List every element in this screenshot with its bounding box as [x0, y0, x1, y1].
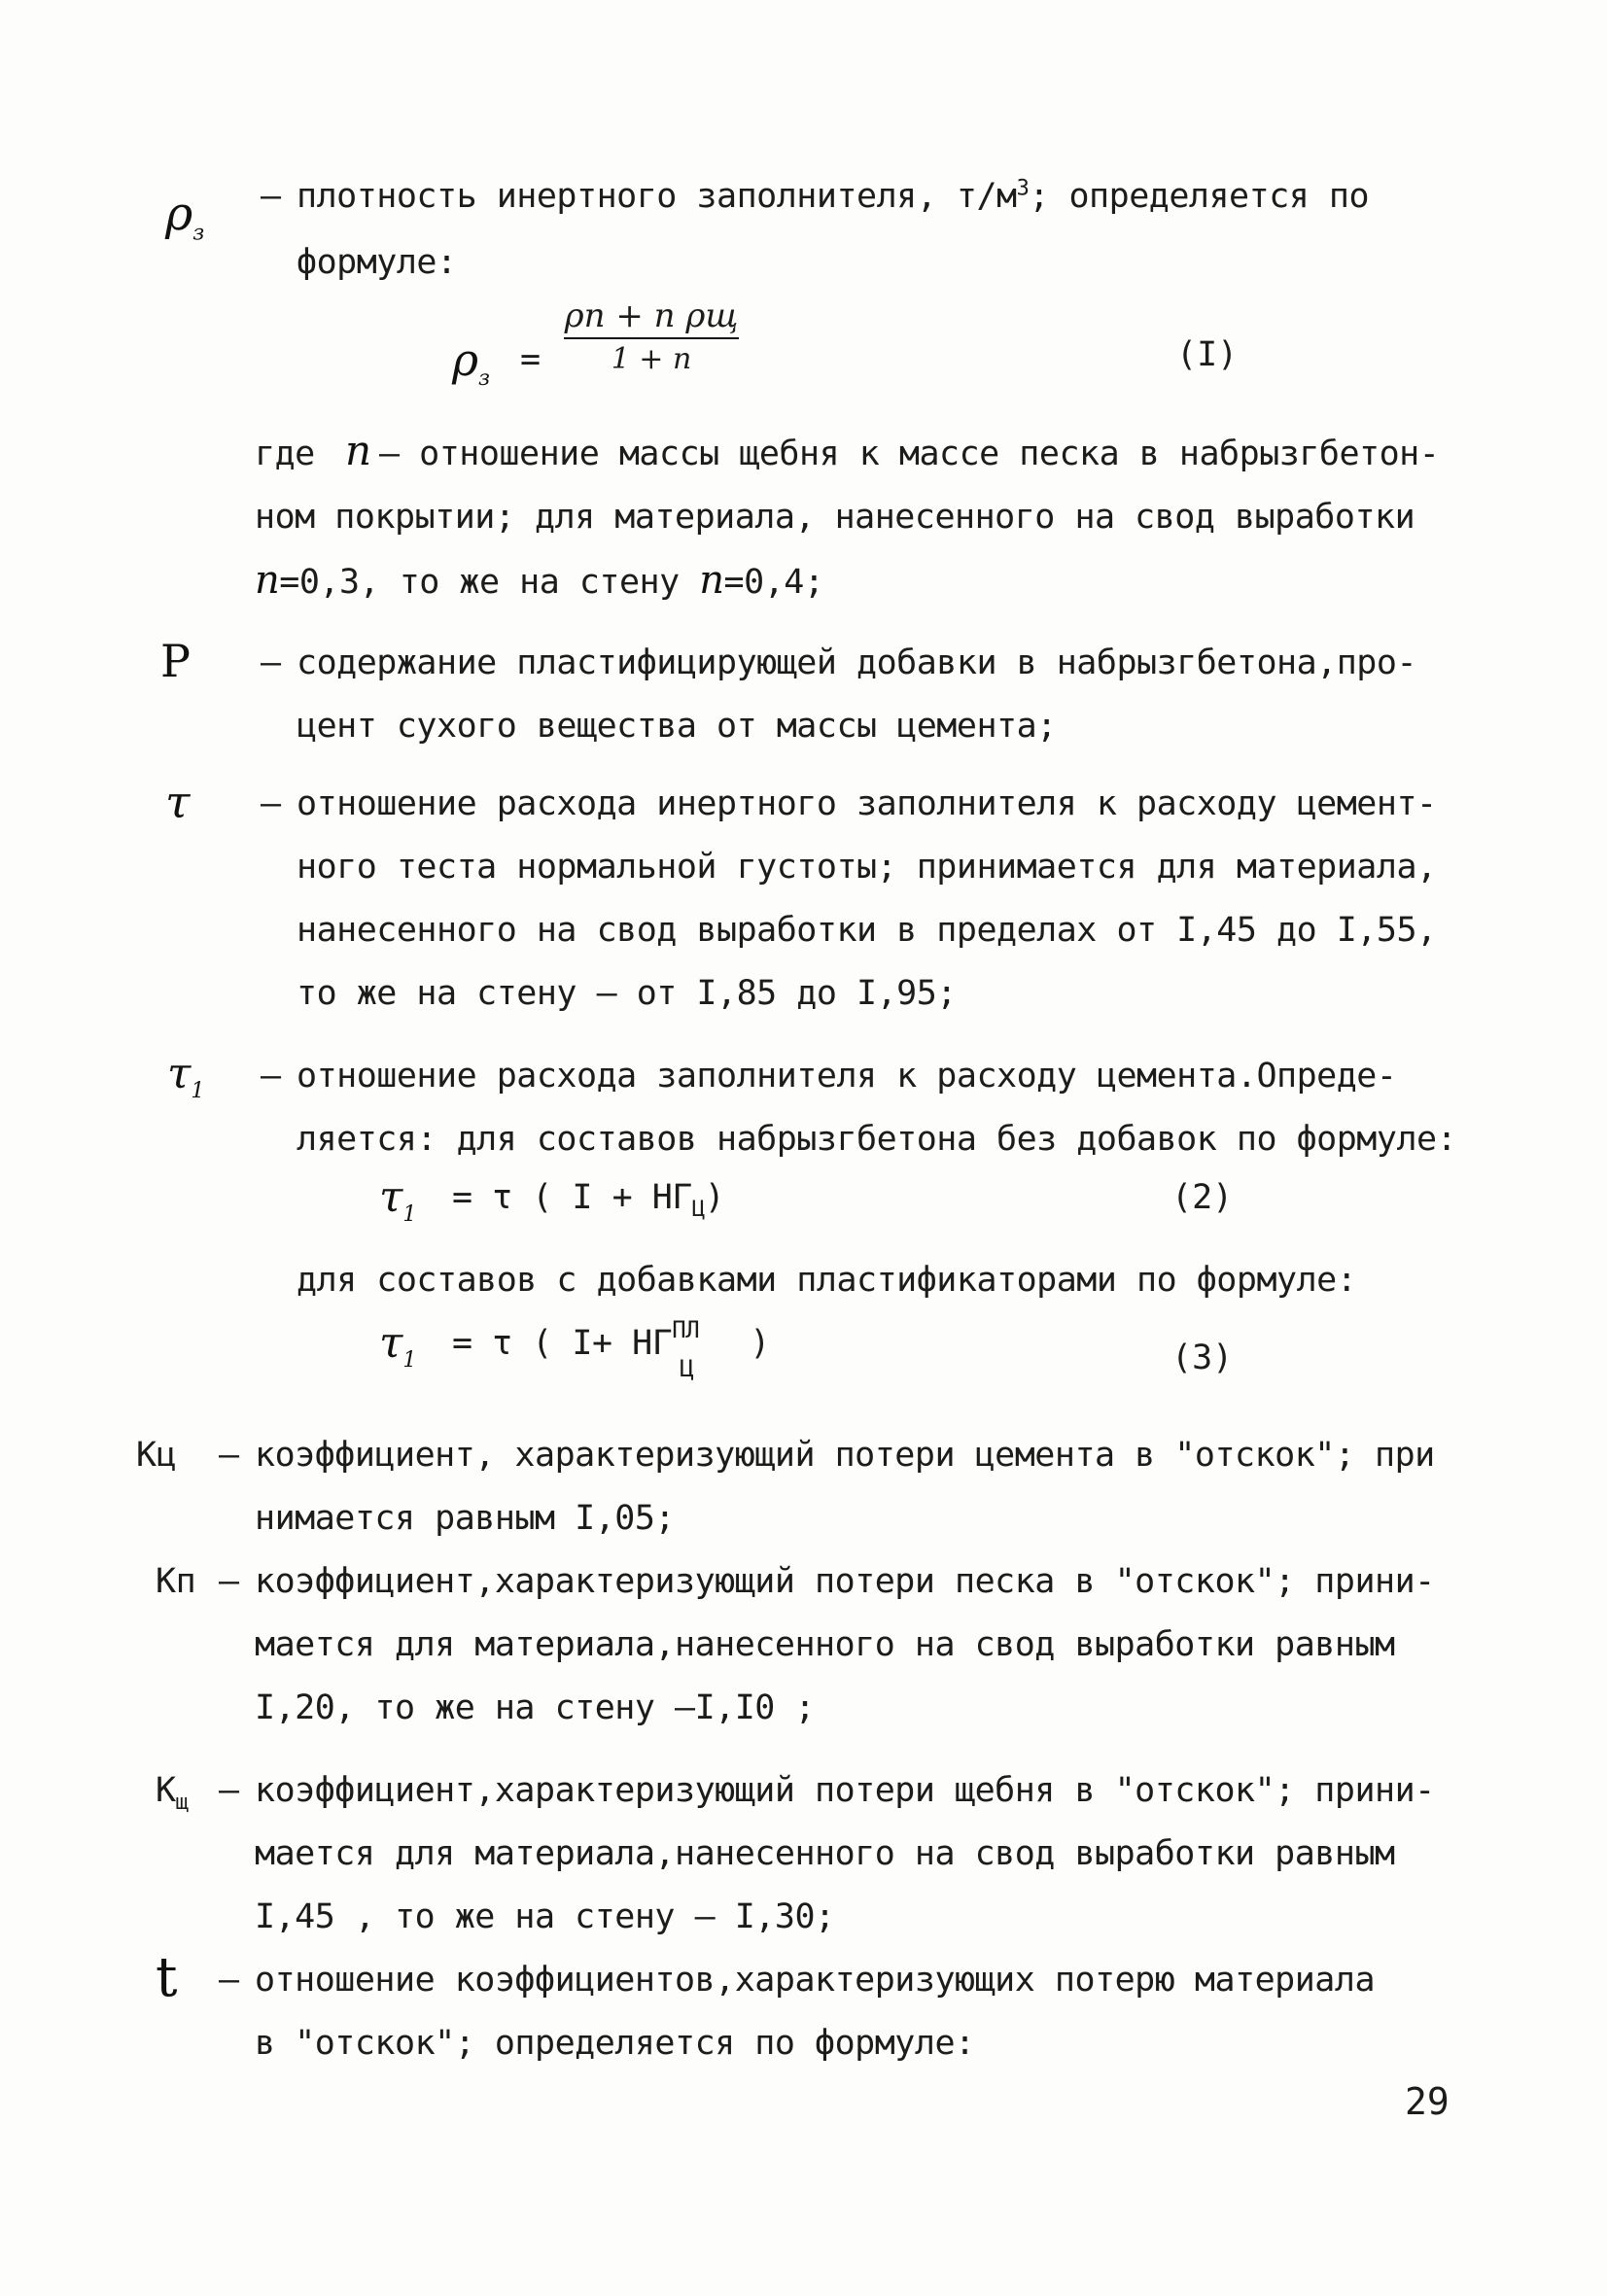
formula-3-lhs: $\tau_1$: [379, 1318, 417, 1373]
symbol-n: n: [345, 427, 372, 474]
fraction-numerator: ρп + n ρщ: [564, 296, 739, 335]
symbol-ksh: $К_щ$: [156, 1771, 189, 1815]
text-line: I,45 , то же на стену – I,30;: [255, 1897, 835, 1936]
text-line: нимается равным I,05;: [255, 1499, 676, 1538]
symbol-tau-1: $\tau_1$: [167, 1049, 205, 1103]
dash: –: [261, 784, 282, 823]
dash: –: [219, 1436, 240, 1475]
symbol-kp: Кп: [156, 1562, 196, 1601]
text-line: для составов с добавками пластификаторами по формуле:: [297, 1261, 1357, 1300]
equation-number-3: (3): [1171, 1339, 1234, 1377]
dash: –: [219, 1562, 240, 1601]
formula-1-equals: =: [520, 340, 541, 379]
fraction-denominator: 1 + n: [611, 342, 692, 376]
equation-number-2: (2): [1171, 1178, 1234, 1217]
text-line: в "отскок"; определяется по формуле:: [255, 2024, 975, 2063]
symbol-tau: τ: [165, 776, 191, 828]
text-line: коэффициент,характеризующий потери щебня в "отскок"; прини-: [255, 1771, 1435, 1810]
formula-1-fraction: [564, 296, 739, 378]
text-line: отношение коэффициентов,характеризующих потерю материала: [255, 1961, 1376, 2000]
text-line: ного теста нормальной густоты; принимается для материала,: [297, 848, 1437, 887]
text-line: I,20, то же на стену –I,I0 ;: [255, 1688, 816, 1727]
formula-1-lhs: $\rho_з$: [452, 333, 491, 392]
text-line: – отношение массы щебня к массе песка в набрызгбетон-: [379, 435, 1440, 473]
dash: –: [219, 1961, 240, 2000]
text-line: отношение расхода инертного заполнителя к расходу цемент-: [297, 784, 1437, 823]
text-line: коэффициент,характеризующий потери песка в "отскок"; прини-: [255, 1562, 1435, 1601]
text-line: ном покрытии; для материала, нанесенного на свод выработки: [255, 498, 1415, 537]
dash: –: [261, 177, 282, 216]
text-line: формуле:: [297, 243, 457, 282]
page-number: 29: [1405, 2080, 1450, 2123]
dash: –: [261, 1057, 282, 1096]
text-line: мается для материала,нанесенного на свод выработки равным: [255, 1834, 1395, 1873]
text-line: где: [255, 435, 315, 473]
fraction-bar: [564, 337, 739, 339]
text-line: отношение расхода заполнителя к расходу цемента.Опреде-: [297, 1057, 1397, 1096]
text-line: коэффициент, характеризующий потери цемента в "отскок"; при: [255, 1436, 1435, 1475]
text-line: содержание пластифицирующей добавки в набрызгбетона,про-: [297, 644, 1417, 682]
text-line: n=0,3, то же на стену n=0,4;: [255, 558, 824, 603]
formula-3-body: = τ ( I+ НГ ПЛ Ц ): [452, 1316, 770, 1382]
text-line: цент сухого вещества от массы цемента;: [297, 707, 1057, 746]
dash: –: [261, 644, 282, 682]
equation-number-1: (I): [1176, 335, 1239, 374]
formula-2-body: = τ ( $I + НГ_Ц$): [452, 1178, 725, 1222]
symbol-kc: Кц: [136, 1436, 177, 1475]
text-line: то же на стену – от I,85 до I,95;: [297, 974, 957, 1013]
text-line: ляется: для составов набрызгбетона без добавок по формуле:: [297, 1120, 1457, 1159]
text-line: плотность инертного заполнителя, $т/м^3$; определяется по: [297, 176, 1370, 216]
symbol-t: t: [156, 1946, 178, 2009]
text-line: нанесенного на свод выработки в пределах от I,45 до I,55,: [297, 911, 1437, 950]
formula-2-lhs: $\tau_1$: [379, 1172, 417, 1227]
text-line: мается для материала,нанесенного на свод выработки равным: [255, 1625, 1395, 1664]
symbol-rho-3: $\rho_з$: [165, 187, 205, 246]
dash: –: [219, 1771, 240, 1810]
symbol-p: P: [160, 635, 191, 687]
